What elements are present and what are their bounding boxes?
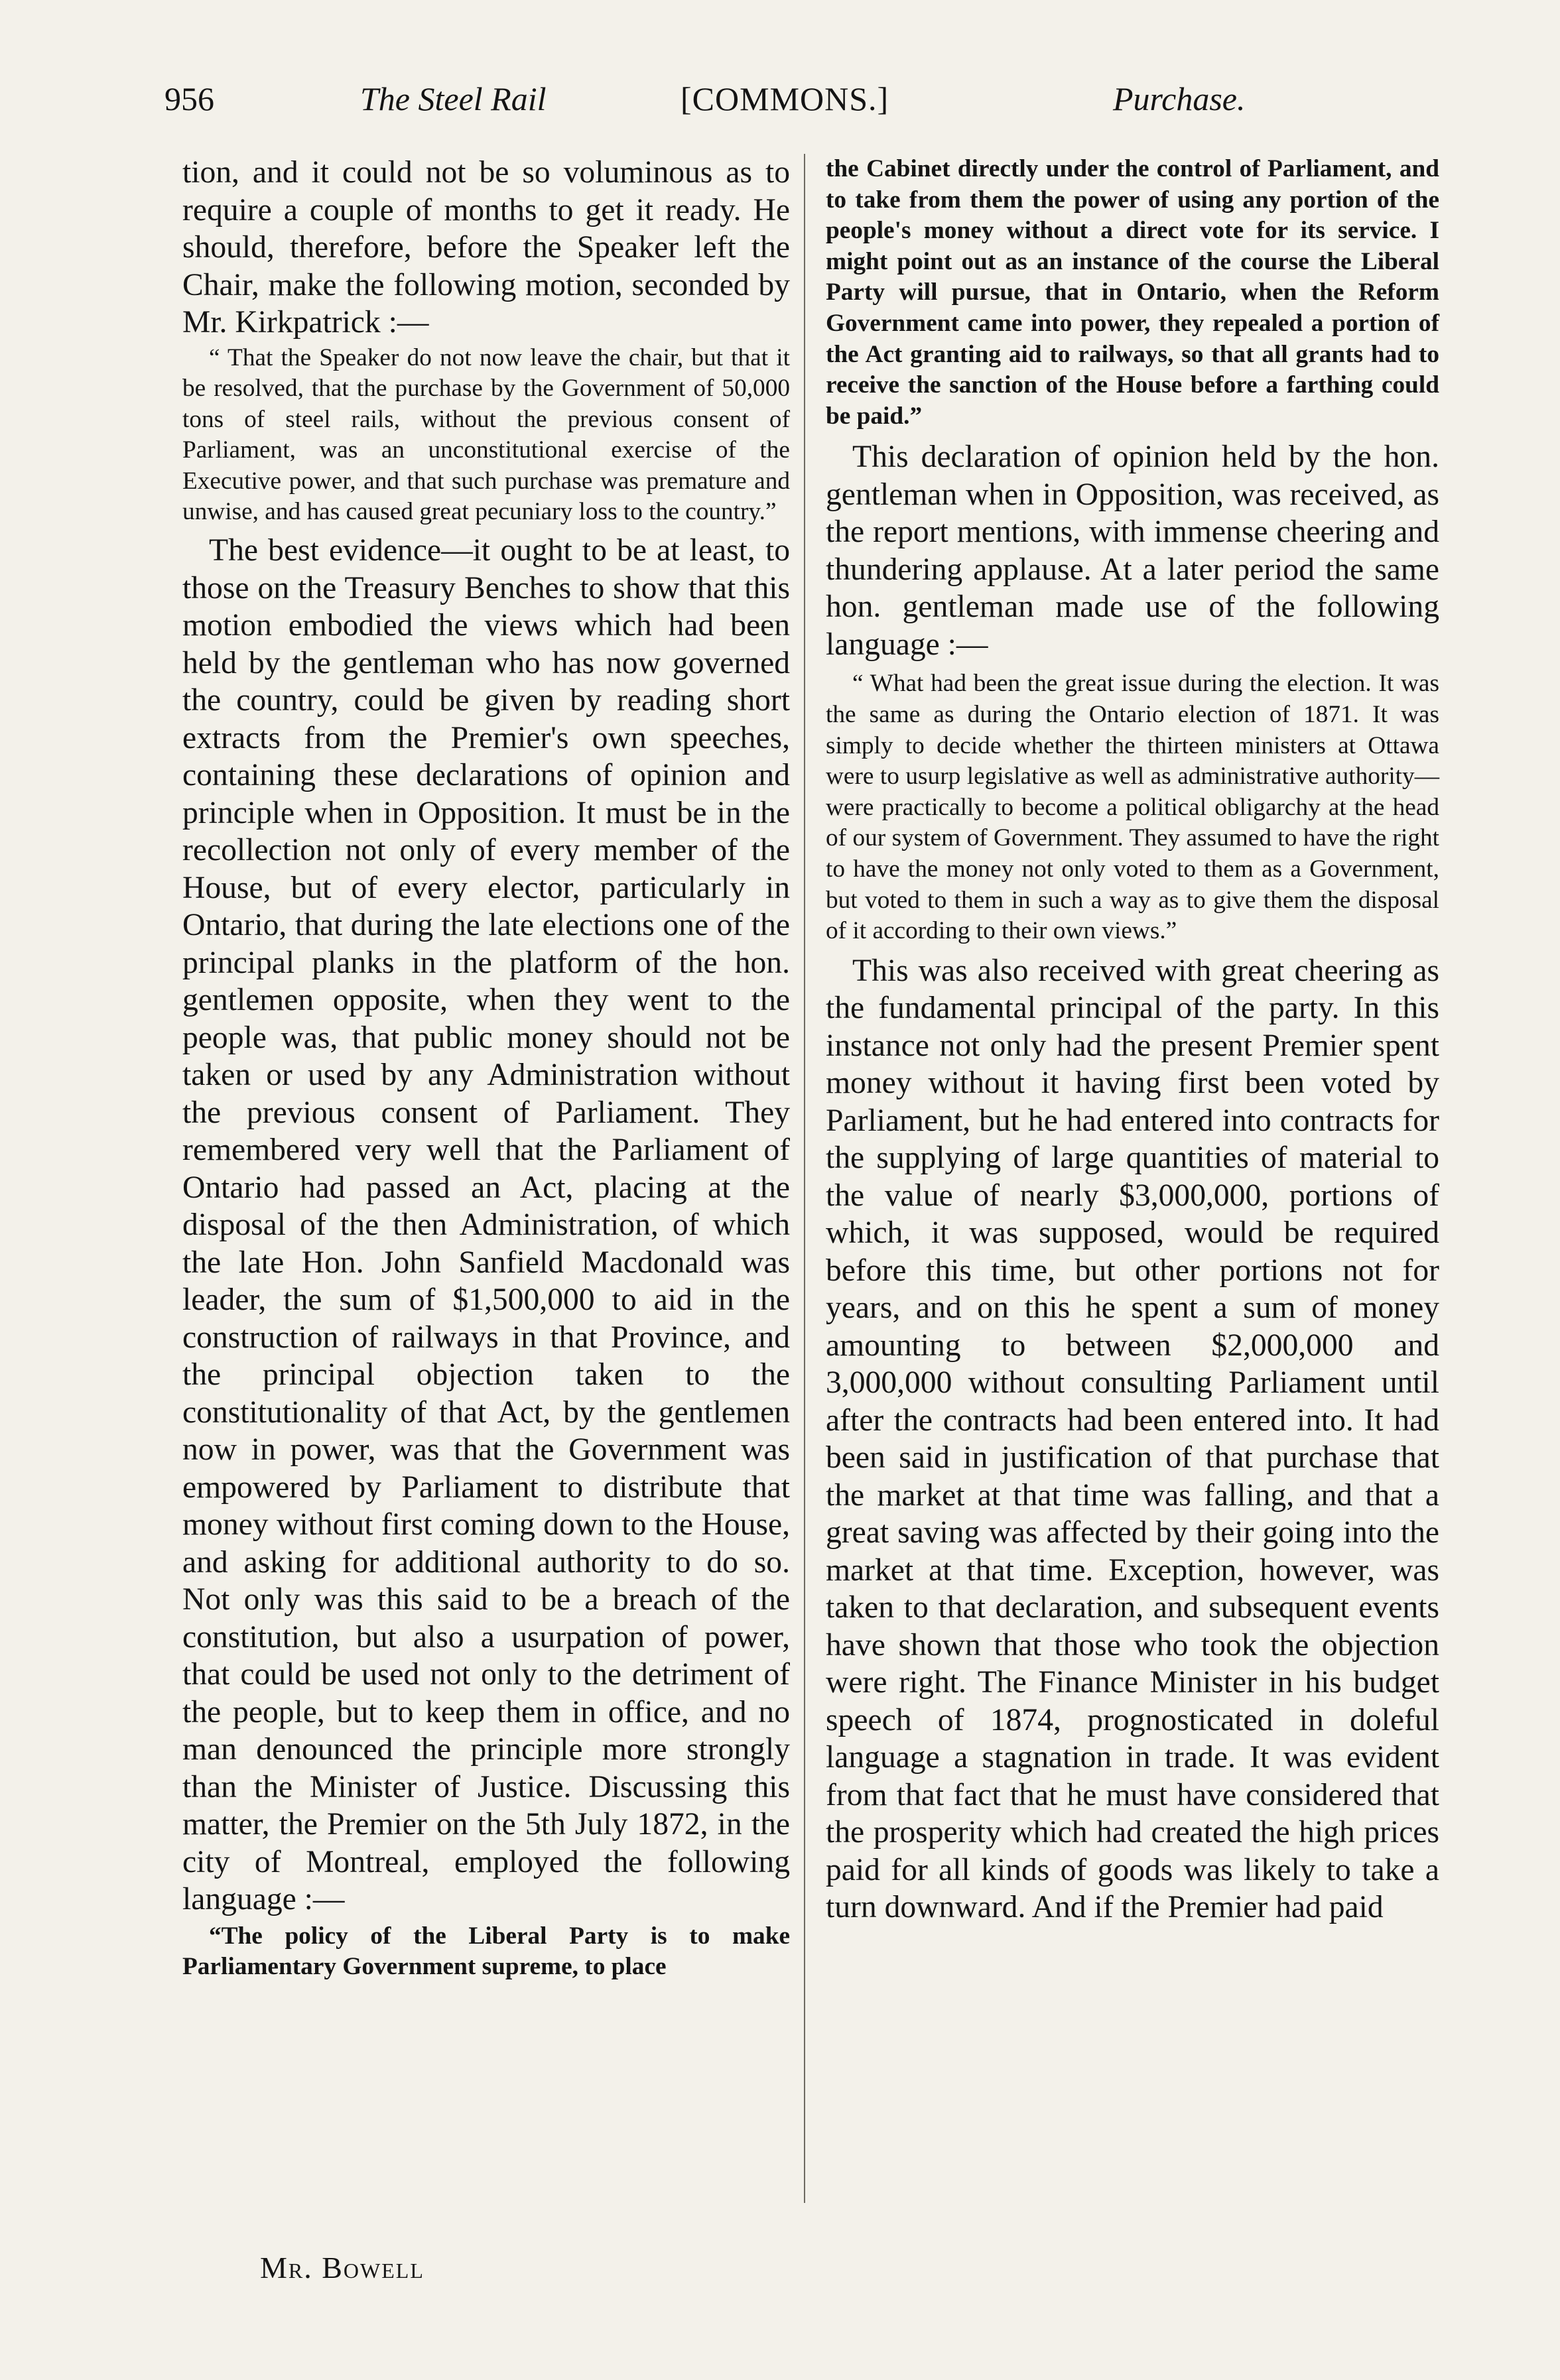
motion-quote: “ That the Speaker do not now leave the chair, but that it be resolved, that the purchase by the Government of 50,000 tons of steel rails, without the previous consent of Parliament, was an unconstitutional exercise of the Executive power, and that such purchase was premature and unwise, and has caused great pecuniary loss to the country.” xyxy=(182,344,790,526)
column-divider xyxy=(804,154,805,2203)
speaker-signature: Mr. Bowell xyxy=(260,2251,424,2285)
paragraph: This declaration of opinion held by the hon. gentleman when in Opposition, was received, as the report mentions, with immense cheering and thundering applause. At a later period the same hon. gentleman made use of the following language :— xyxy=(826,440,1439,662)
right-column xyxy=(826,154,1439,1926)
election-issue-quote: “ What had been the great issue during the election. It was the same as during the Ontario election of 1871. It was simply to decide whether the thirteen ministers at Ottawa were to usurp legislative as well as administrative authority—were practically to become a political obligarchy at the head of our system of Government. They assumed to have the right to have the money not only voted to them as a Government, but voted to them in such a way as to give them the disposal of it according to their own views.” xyxy=(826,670,1439,945)
header-title: The Steel Rail xyxy=(360,80,547,117)
running-header xyxy=(164,80,1438,133)
page-number: 956 xyxy=(164,80,214,117)
header-topic: Purchase. xyxy=(1113,80,1246,117)
premier-quote-continued: the Cabinet directly under the control of Parliament, and to take from them the power of using any portion of the people's money without a direct vote for its service. I might point out as an instance of the course the Liberal Party will pursue, that in Ontario, when the Reform Government came into power, they repealed a portion of the Act granting aid to railways, so that all grants had to receive the sanction of the House before a farthing could be paid.” xyxy=(826,155,1439,430)
left-column xyxy=(182,154,790,1983)
premier-quote: “The policy of the Liberal Party is to make Parliamentary Government supreme, to place xyxy=(182,1922,790,1981)
paragraph: This was also received with great cheering as the fundamental principal of the party. In this instance not only had the present Premier spent money without it having first been voted by Parliament, but he had entered into contracts for the supplying of large quantities of material to the value of nearly $3,000,000, portions of which, it was supposed, would be required before this time, but other portions not for years, and on this he spent a sum of money amounting to between $2,000,000 and 3,000,000 without consulting Parliament until after the contracts had been entered into. It had been said in justification of that purchase that the market at that time was falling, and that a great saving was affected by their going into the market at that time. Exception, however, was taken to that declaration, and subsequent events have shown that those who took the objection were right. The Finance Minister in his budget speech of 1874, prognosticated in doleful language a stagnation in trade. It was evident from that fact that he must have considered that the prosperity which had created the high prices paid for all kinds of goods was likely to take a turn downward. And if the Premier had paid xyxy=(826,953,1439,1925)
paragraph: tion, and it could not be so voluminous as to require a couple of months to get it ready. He should, therefore, before the Speaker left the Chair, make the following motion, seconded by Mr. Kirkpatrick :— xyxy=(182,155,790,340)
paragraph: The best evidence—it ought to be at least, to those on the Treasury Benches to show that this motion embodied the views which had been held by the gentleman who has now governed the country, could be given by reading short extracts from the Premier's own speeches, containing these declarations of opinion and principle when in Opposition. It must be in the recollection not only of every member of the House, but of every elector, particularly in Ontario, that during the late elections one of the principal planks in the platform of the hon. gentlemen opposite, when they went to the people was, that public money should not be taken or used by any Administration without the previous consent of Parliament. They remembered very well that the Parliament of Ontario had passed an Act, placing at the disposal of the then Administration, of which the late Hon. John Sanfield Macdonald was leader, the sum of $1,500,000 to aid in the construction of railways in that Province, and the principal objection taken to the constitutionality of that Act, by the gentlemen now in power, was that the Government was empowered by Parliament to distribute that money without first coming down to the House, and asking for additional authority to do so. Not only was this said to be a breach of the constitution, but also a usurpation of power, that could be used not only to the detriment of the people, but to keep them in office, and no man denounced the principle more strongly than the Minister of Justice. Discussing this matter, the Premier on the 5th July 1872, in the city of Montreal, employed the following language :— xyxy=(182,533,790,1917)
header-section: [COMMONS.] xyxy=(681,80,889,117)
